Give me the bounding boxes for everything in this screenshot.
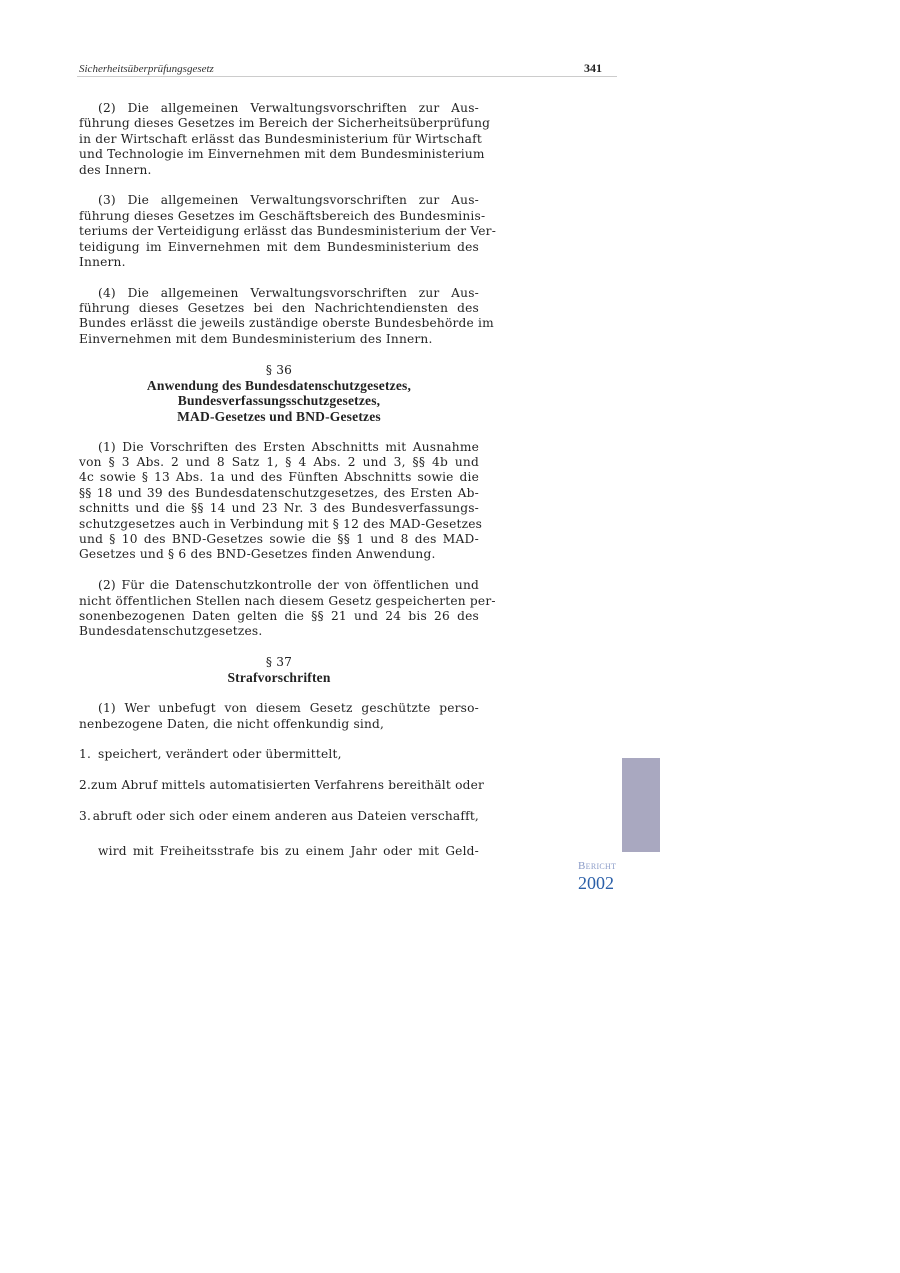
spacer [79,424,479,439]
spacer [79,347,479,362]
paragraph-line: sonenbezogenen Daten gelten die §§ 21 und 24 bis 26 des [79,608,479,623]
paragraph-line: Bundesdatenschutzgesetzes. [79,624,263,639]
paragraph-line: schutzgesetzes auch in Verbindung mit § 12 des MAD-Gesetzes [79,516,483,531]
list-number: 2. [79,778,92,793]
paragraph-line: Bundes erlässt die jeweils zuständige oberste Bundesbehörde im [79,316,494,331]
list-text: zum Abruf mittels automatisierten Verfahrens bereithält oder [91,778,485,793]
brand-year: 2002 [578,873,614,893]
paragraph-line: §§ 18 und 39 des Bundesdatenschutzgesetzes, des Ersten Ab- [79,485,479,500]
list-item [79,747,479,762]
section-number: § 37 [265,655,293,670]
paragraph-line: teidigung im Einvernehmen mit dem Bundesministerium des [79,239,479,254]
spacer [79,178,479,193]
brand-label: Bericht [578,860,617,872]
list-item [79,809,479,824]
list-text: abruft oder sich oder einem anderen aus Dateien verschafft, [92,808,479,823]
section-title: Anwendung des Bundesdatenschutzgesetzes, [146,378,412,394]
paragraph-line: (3) Die allgemeinen Verwaltungsvorschriften zur Aus- [98,193,479,208]
paragraph-line: teriums der Verteidigung erlässt das Bundesministerium der Ver- [79,224,497,239]
spacer [79,270,479,285]
paragraph-line: 4c sowie § 13 Abs. 1a und des Fünften Abschnitts sowie die [79,470,479,485]
spacer [79,763,479,778]
paragraph-line: (1) Die Vorschriften des Ersten Abschnitts mit Ausnahme [98,439,479,454]
spacer [79,732,479,747]
list-text: speichert, verändert oder übermittelt, [98,747,342,762]
page-number: 341 [584,61,602,75]
paragraph-line: (2) Für die Datenschutzkontrolle der von öffentlichen und [98,578,479,593]
paragraph-line: und § 10 des BND-Gesetzes sowie die §§ 1 und 8 des MAD- [79,531,479,546]
section-title: MAD-Gesetzes und BND-Gesetzes [177,408,381,424]
section-title: Bundesverfassungsschutzgesetzes, [177,393,381,409]
section-title: Strafvorschriften [227,670,331,686]
paragraph-line: von § 3 Abs. 2 und 8 Satz 1, § 4 Abs. 2 und 3, §§ 4b und [79,454,479,469]
paragraph-line: nicht öffentlichen Stellen nach diesem Gesetz gespeicherten per- [79,593,496,608]
paragraph-line: in der Wirtschaft erlässt das Bundesministerium für Wirtschaft [79,131,482,146]
paragraph-line: führung dieses Gesetzes bei den Nachrichtendiensten des [79,301,479,316]
paragraph-line: Einvernehmen mit dem Bundesministerium des Innern. [79,331,433,346]
list-number: 3. [79,808,92,823]
paragraph-line: (4) Die allgemeinen Verwaltungsvorschriften zur Aus- [98,285,479,300]
paragraph-line: führung dieses Gesetzes im Bereich der Sicherheitsüberprüfung [79,116,491,131]
spacer [79,640,479,655]
list-number: 1. [79,747,92,762]
paragraph-line: führung dieses Gesetzes im Geschäftsbereich des Bundesminis- [79,208,486,223]
decorative-bar [622,758,660,852]
paragraph-line: Gesetzes und § 6 des BND-Gesetzes finden Anwendung. [79,547,436,562]
paragraph-line: wird mit Freiheitsstrafe bis zu einem Jahr oder mit Geld- [98,843,479,858]
header-rule [77,76,617,77]
paragraph-line: (1) Wer unbefugt von diesem Gesetz geschützte perso- [98,701,479,716]
list-item [79,778,485,793]
paragraph-line: Innern. [79,254,126,269]
paragraph-line: und Technologie im Einvernehmen mit dem Bundesministerium [79,147,485,162]
running-title: Sicherheitsüberprüfungsgesetz [79,63,214,75]
paragraph-line: des Innern. [79,162,152,177]
paragraph-line: (2) Die allgemeinen Verwaltungsvorschriften zur Aus- [98,101,479,115]
spacer [79,686,479,701]
spacer [79,794,479,809]
paragraph-line: schnitts und die §§ 14 und 23 Nr. 3 des Bundesverfassungs- [79,501,479,516]
spacer [79,824,479,839]
section-number: § 36 [265,362,293,377]
body-text [79,101,497,859]
paragraph-line: nenbezogene Daten, die nicht offenkundig sind, [79,716,385,731]
spacer [79,563,479,578]
